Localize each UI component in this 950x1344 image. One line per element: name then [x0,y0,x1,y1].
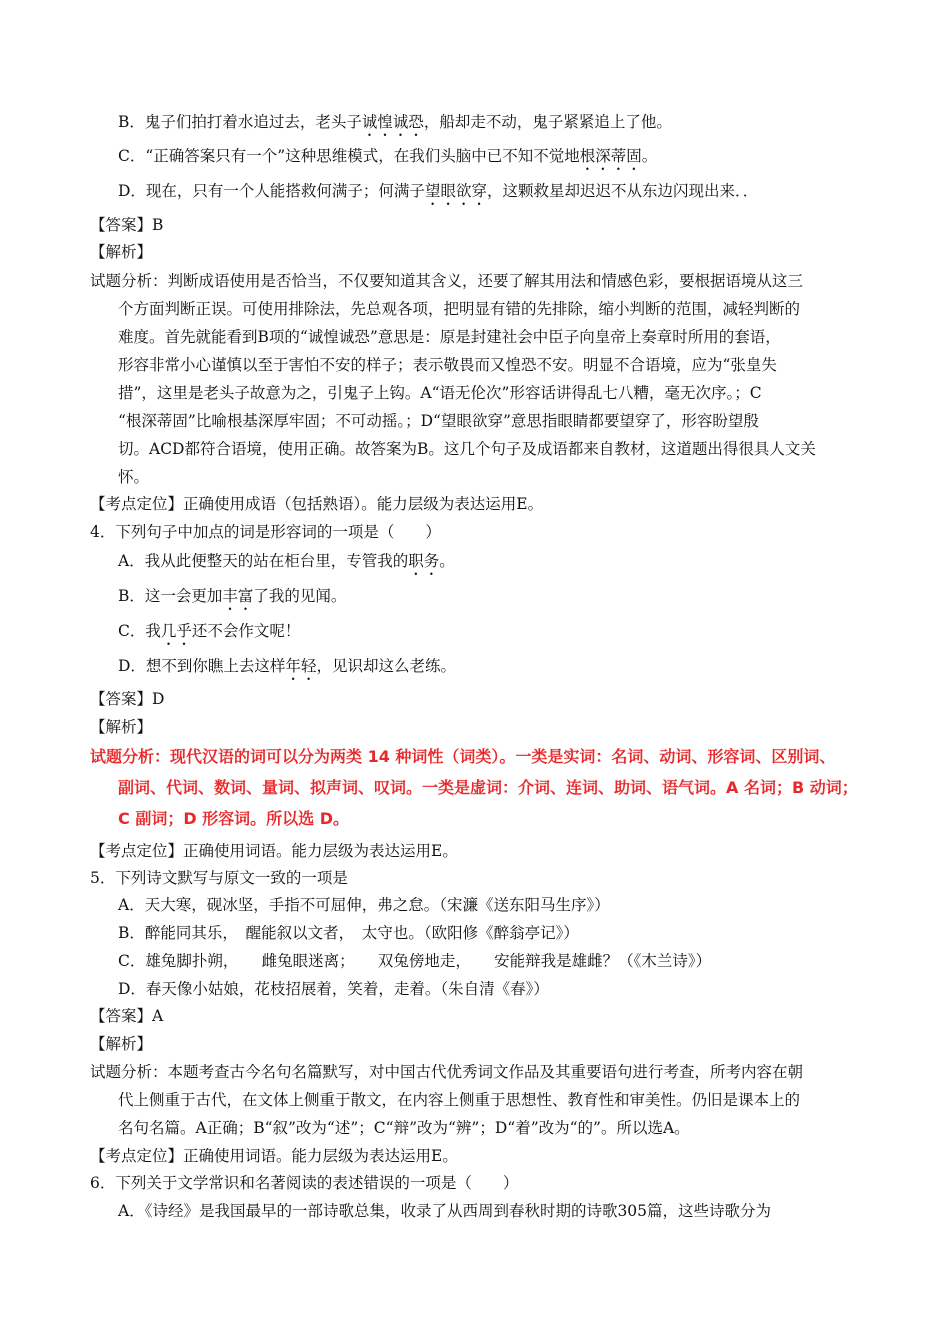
option-text: C．我 [118,622,161,640]
q5-point: 【考点定位】正确使用词语。能力层级为表达运用E。 [90,1147,458,1165]
dotted-word: 望眼欲穿 [424,182,487,200]
q3-point: 【考点定位】正确使用成语（包括熟语）。能力层级为表达运用E。 [90,495,544,513]
dotted-word: 职务 [408,552,440,570]
q3-analysis-line: 难度。首先就能看到B项的“诚惶诚恐”意思是：原是封建社会中臣子向皇帝上奏章时所用的套语， [118,328,781,346]
option-text: 。 [641,147,658,165]
option-text: B．这一会更加 [118,587,223,605]
q6-option-a: A．《诗经》是我国最早的一部诗歌总集，收录了从西周到春秋时期的诗歌305篇，这些诗歌分为 [118,1202,772,1220]
q5-analysis-line: 名句名篇。A正确；B“叙”改为“述”；C“辩”改为“辨”；D“着”改为“的”。所以选A。 [118,1119,690,1137]
q3-analysis-line: 怀。 [118,468,150,486]
q3-analysis-line: “根深蒂固”比喻根基深厚牢固；不可动摇。；D“望眼欲穿”意思指眼睛都要望穿了，形容盼望殷 [118,412,759,430]
q6-stem: 6．下列关于文学常识和名著阅读的表述错误的一项是（ ） [90,1174,519,1192]
q3-analysis-line: 切。ACD都符合语境，使用正确。故答案为B。这几个句子及成语都来自教材，这道题出得很具人文关 [118,440,816,458]
q3-option-b [118,111,672,140]
q4-point: 【考点定位】正确使用词语。能力层级为表达运用E。 [90,842,458,860]
q5-option-d: D．春天像小姑娘，花枝招展着，笑着，走着。（朱自清《春》） [118,980,549,998]
option-text: ，见识却这么老练。 [316,657,456,675]
q4-analysis-line: C 副词；D 形容词。所以选 D。 [118,809,350,828]
option-text: ，这颗救星却迟迟不从东边闪现出来．． [486,182,759,200]
option-text: 还不会作文呢！ [191,622,301,640]
q5-answer: 【答案】A [90,1007,164,1025]
dotted-word: 根深蒂固 [579,147,642,165]
option-text: ，船却走不动，鬼子紧紧追上了他。 [423,113,672,131]
dotted-word: 年轻 [285,657,317,675]
q3-answer: 【答案】B [90,216,164,234]
q5-option-b: B．醉能同其乐， 醒能叙以文者， 太守也。（欧阳修《醉翁亭记》） [118,924,579,942]
q3-analysis-line: 试题分析：判断成语使用是否恰当，不仅要知道其含义，还要了解其用法和情感色彩，要根据语境从这三 [90,272,804,290]
option-text: 。 [439,552,455,570]
option-text: A．我从此便整天的站在柜台里，专管我的 [118,552,409,570]
option-text: D．现在，只有一个人能搭救何满子；何满子 [118,182,425,200]
q4-analysis-line: 试题分析：现代汉语的词可以分为两类 14 种词性（词类）。一类是实词：名词、动词、形容词、区别词、 [90,747,836,766]
q4-option-c [118,620,300,649]
q3-analysis-tag: 【解析】 [90,243,153,261]
q4-option-a [118,550,455,579]
q5-analysis-tag: 【解析】 [90,1035,153,1053]
q5-analysis-line: 代上侧重于古代，在文体上侧重于散文，在内容上侧重于思想性、教育性和审美性。仍旧是课本上的 [118,1091,801,1109]
q5-stem: 5．下列诗文默写与原文一致的一项是 [90,869,348,887]
q3-analysis-line: 措”，这里是老头子故意为之，引鬼子上钩。A“语无伦次”形容话讲得乱七八糟，毫无次序。；C [118,384,762,402]
option-text: B．鬼子们拍打着水追过去，老头子 [118,113,362,131]
q4-analysis-tag: 【解析】 [90,718,153,736]
dotted-word: 丰富 [222,587,254,605]
q3-analysis-line: 个方面判断正误。可使用排除法，先总观各项，把明显有错的先排除，缩小判断的范围，减轻判断的 [118,300,801,318]
q4-analysis-line: 副词、代词、数词、量词、拟声词、叹词。一类是虚词：介词、连词、助词、语气词。A 名词；B 动词； [118,778,858,797]
q3-option-c [118,145,657,174]
q4-option-b [118,585,346,614]
q5-option-a: A．天大寒，砚冰坚，手指不可屈伸，弗之怠。（宋濂《送东阳马生序》） [118,896,610,914]
q3-analysis-line: 形容非常小心谨慎以至于害怕不安的样子；表示敬畏而又惶恐不安。明显不合语境，应为“张皇失 [118,356,777,374]
q3-option-d [118,180,758,209]
q4-stem: 4．下列句子中加点的词是形容词的一项是（ ） [90,523,441,541]
dotted-word: 几乎 [160,622,192,640]
dotted-word: 诚惶诚恐 [361,113,424,131]
option-text: C．“正确答案只有一个”这种思维模式，在我们头脑中已不知不觉地 [118,147,580,165]
q5-analysis-line: 试题分析：本题考查古今名句名篇默写，对中国古代优秀词文作品及其重要语句进行考查，所考内容在朝 [90,1063,804,1081]
option-text: D．想不到你瞧上去这样 [118,657,286,675]
q4-option-d [118,655,456,684]
q4-answer: 【答案】D [90,690,165,708]
q5-option-c: C．雄兔脚扑朔， 雌兔眼迷离； 双兔傍地走， 安能辩我是雄雌？（《木兰诗》） [118,952,712,970]
option-text: 了我的见闻。 [253,587,347,605]
